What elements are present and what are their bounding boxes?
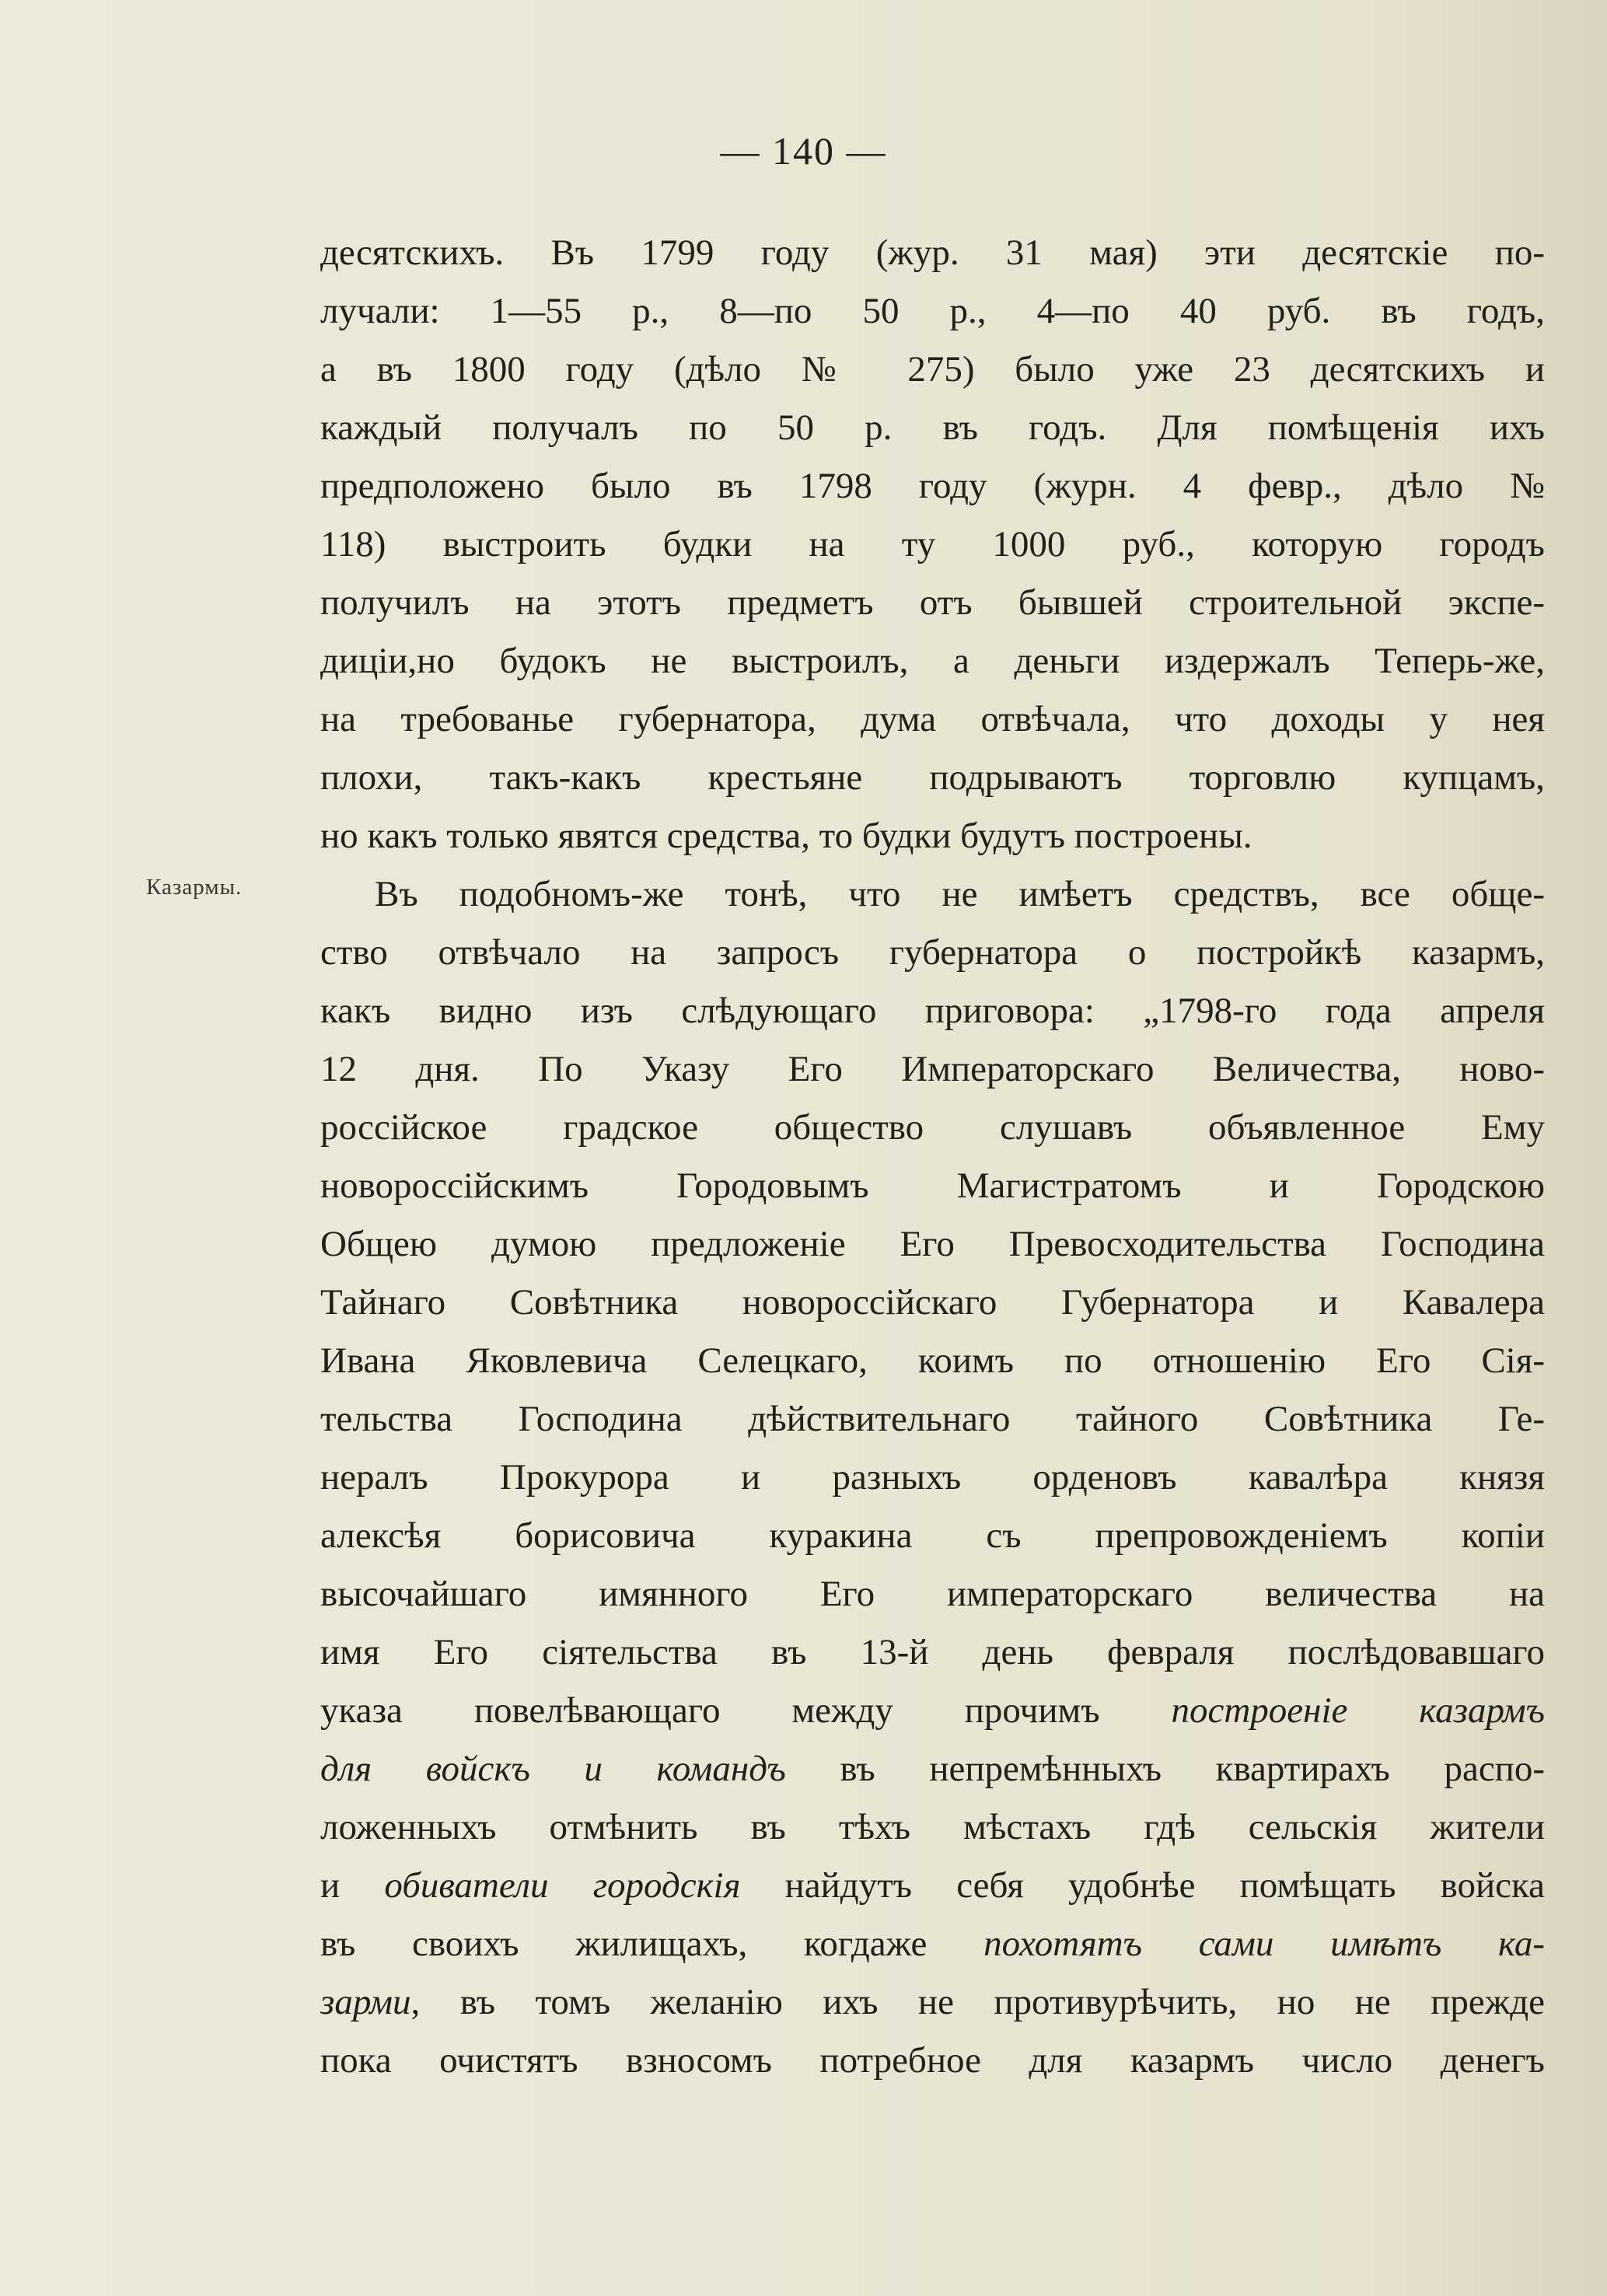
text-span: , въ томъ желанію ихъ не противурѣчить, но не прежде (410, 1982, 1545, 2022)
text-span: ложенныхъ отмѣнить въ тѣхъ мѣстахъ гдѣ сельскія жители (320, 1807, 1545, 1847)
text-line (320, 1507, 1545, 1565)
text-span: Тайнаго Совѣтника новороссійскаго Губернатора и Кавалера (320, 1282, 1545, 1323)
text-span: россійское градское общество слушавъ объявленное Ему (320, 1107, 1545, 1148)
text-line (320, 1857, 1545, 1915)
text-span: на требованье губернатора, дума отвѣчала, что доходы у нея (320, 699, 1545, 739)
text-line (320, 807, 1545, 865)
emphasis: зарми (320, 1982, 411, 2022)
text-line (320, 1682, 1545, 1740)
emphasis: обиватели городскія (384, 1865, 741, 1906)
text-line (320, 1040, 1545, 1099)
text-span: тельства Господина дѣйствительнаго тайного Совѣтника Ге- (320, 1399, 1545, 1439)
margin-note: Казармы. (146, 875, 243, 900)
text-line (320, 1973, 1545, 2032)
text-span: предположено было въ 1798 году (журн. 4 февр., дѣло № (320, 466, 1545, 506)
text-line (320, 341, 1545, 399)
text-line (320, 749, 1545, 807)
text-span: въ своихъ жилищахъ, когдаже (320, 1924, 984, 1964)
text-line (320, 865, 1545, 924)
text-line (320, 1274, 1545, 1332)
text-line (320, 1623, 1545, 1682)
text-line (320, 1099, 1545, 1157)
text-span: ство отвѣчало на запросъ губернатора о постройкѣ казармъ, (320, 932, 1545, 973)
text-line (320, 1798, 1545, 1857)
text-span: нералъ Прокурора и разныхъ орденовъ кавалѣра князя (320, 1457, 1545, 1497)
text-line (320, 1390, 1545, 1449)
text-line (320, 1215, 1545, 1274)
text-line (320, 2032, 1545, 2090)
text-line (320, 1740, 1545, 1798)
text-span: имя Его сіятельства въ 13-й день февраля послѣдовавшаго (320, 1632, 1545, 1672)
text-line (320, 457, 1545, 515)
emphasis: похотятъ сами имѣтъ ка- (983, 1924, 1545, 1964)
text-line (320, 282, 1545, 341)
text-span: 118) выстроить будки на ту 1000 руб., которую городъ (320, 524, 1545, 564)
text-line (320, 224, 1545, 282)
text-span: а въ 1800 году (дѣло № 275) было уже 23 десятскихъ и (320, 349, 1545, 390)
text-line (320, 515, 1545, 574)
text-line (320, 1157, 1545, 1215)
text-span: найдутъ себя удобнѣе помѣщать войска (740, 1865, 1545, 1906)
text-span: Общею думою предложеніе Его Превосходительства Господина (320, 1224, 1545, 1264)
text-line (320, 1565, 1545, 1623)
text-span: и (320, 1865, 385, 1906)
text-line (320, 690, 1545, 749)
text-span: получилъ на этотъ предметъ отъ бывшей строительной экспе- (320, 582, 1545, 623)
text-span: какъ видно изъ слѣдующаго приговора: „1798-го года апреля (320, 991, 1545, 1031)
text-span: 12 дня. По Указу Его Императорскаго Величества, ново- (320, 1049, 1545, 1089)
text-span: указа повелѣвающаго между прочимъ (320, 1690, 1172, 1731)
text-line (320, 1332, 1545, 1390)
page-number: — 140 — (720, 129, 887, 173)
text-span: плохи, такъ-какъ крестьяне подрываютъ торговлю купцамъ, (320, 757, 1545, 798)
text-span: въ непремѣнныхъ квартирахъ распо- (785, 1749, 1545, 1789)
text-span: каждый получалъ по 50 р. въ годъ. Для помѣщенія ихъ (320, 407, 1545, 448)
text-line (320, 982, 1545, 1040)
text-span: Въ подобномъ-же тонѣ, что не имѣетъ средствъ, все обще- (375, 874, 1545, 914)
text-line (320, 574, 1545, 632)
text-span: диціи,но будокъ не выстроилъ, а деньги издержалъ Теперь-же, (320, 641, 1545, 681)
text-span: десятскихъ. Въ 1799 году (жур. 31 мая) эти десятскіе по- (320, 232, 1545, 273)
text-line (320, 1915, 1545, 1973)
emphasis: построеніе казармъ (1171, 1690, 1545, 1731)
text-line (320, 1449, 1545, 1507)
text-span: но какъ только явятся средства, то будки будутъ построены. (320, 816, 1252, 856)
body-text (320, 224, 1545, 2090)
text-span: пока очистятъ взносомъ потребное для казармъ число денегъ (320, 2040, 1545, 2081)
text-span: новороссійскимъ Городовымъ Магистратомъ и Городскою (320, 1165, 1545, 1206)
text-span: Ивана Яковлевича Селецкаго, коимъ по отношенію Его Сія- (320, 1340, 1545, 1381)
emphasis: для войскъ и командъ (320, 1749, 786, 1789)
text-line (320, 924, 1545, 982)
text-line (320, 632, 1545, 690)
text-span: алексѣя борисовича куракина съ препровожденіемъ копіи (320, 1515, 1545, 1556)
text-span: лучали: 1—55 р., 8—по 50 р., 4—по 40 руб. въ годъ, (320, 291, 1545, 331)
text-line (320, 399, 1545, 457)
text-span: высочайшаго имянного Его императорскаго величества на (320, 1574, 1545, 1614)
